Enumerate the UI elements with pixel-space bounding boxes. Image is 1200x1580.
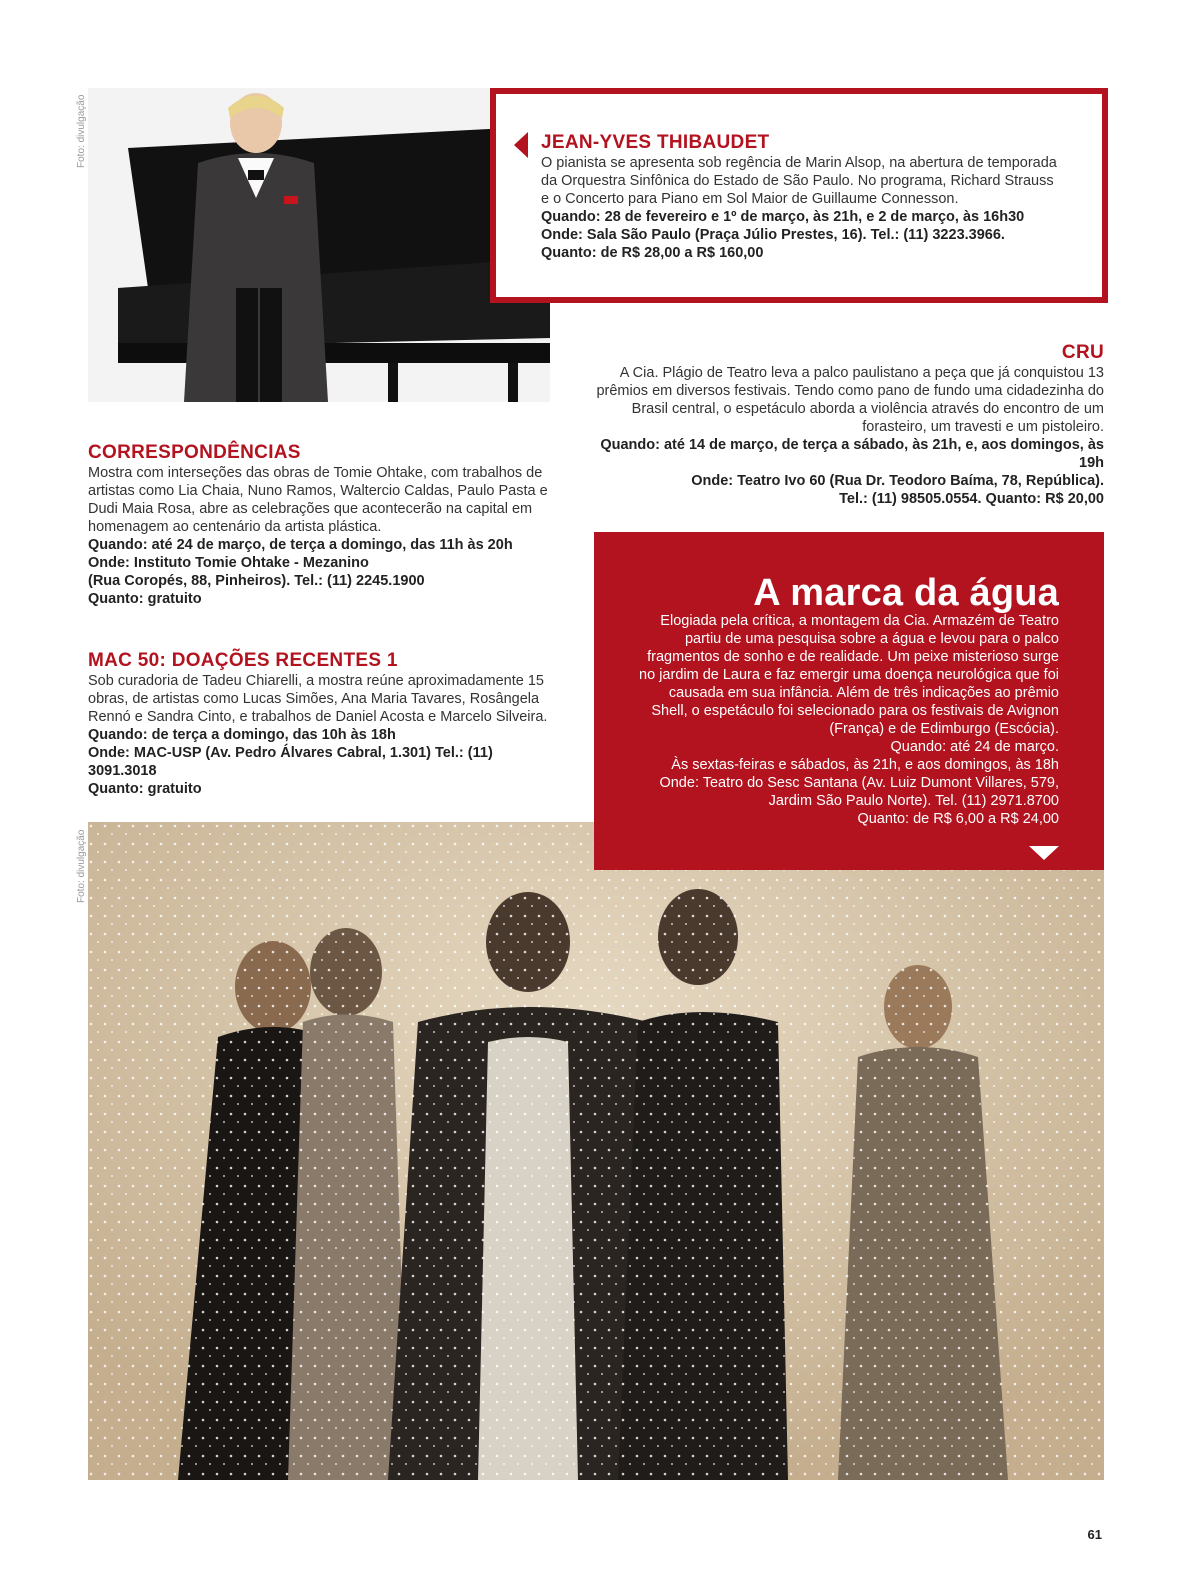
- marca-agua-when: Quando: até 24 de março.: [890, 739, 1059, 755]
- mac50-price: Quanto: gratuito: [88, 781, 202, 797]
- marca-agua-title: A marca da água: [753, 572, 1059, 614]
- cru-description: A Cia. Plágio de Teatro leva a palco paulistano a peça que já conquistou 13 prêmios em diversos festivais. Tendo como pano de fundo uma cidadezinha do Brasil central, o espetáculo aborda a violência através do encontro de um forasteiro, um travesti e um pistoleiro.: [596, 365, 1104, 435]
- mac50-description: Sob curadoria de Tadeu Chiarelli, a mostra reúne aproximadamente 15 obras, de artistas como Lucas Simões, Ana Maria Tavares, Rosângela Rennó e Sandra Cinto, e trabalhos de Daniel Acosta e Marcelo Silveira.: [88, 673, 548, 725]
- thibaudet-title: JEAN-YVES THIBAUDET: [541, 132, 770, 153]
- cru-title: CRU: [1061, 342, 1104, 363]
- cru-section: [594, 342, 1104, 508]
- mac50-when: Quando: de terça a domingo, das 10h às 18h: [88, 727, 396, 743]
- marca-agua-price: Quanto: de R$ 6,00 a R$ 24,00: [857, 811, 1059, 827]
- correspondencias-address: (Rua Coropés, 88, Pinheiros). Tel.: (11) 2245.1900: [88, 573, 425, 589]
- water-performers-photo: [88, 822, 1104, 1480]
- mac50-title: MAC 50: DOAÇÕES RECENTES 1: [88, 650, 398, 671]
- photo-credit-top: Foto: divulgação: [76, 94, 87, 168]
- marca-agua-description: Elogiada pela crítica, a montagem da Cia. Armazém de Teatro partiu de uma pesquisa sobre a água e levou para o palco fragmentos de sonho e de realidade. Um peixe misterioso surge no jardim de Laura e faz emergir uma doença neurológica que foi causada em sua infância. Além de três indicações ao prêmio Shell, o espetáculo foi selecionado para os festivais de Avignon (França) e de Edimburgo (Escócia).: [639, 613, 1059, 737]
- correspondencias-when: Quando: até 24 de março, de terça a domingo, das 11h às 20h: [88, 537, 513, 553]
- marca-agua-where: Onde: Teatro do Sesc Santana (Av. Luiz Dumont Villares, 579, Jardim São Paulo Norte). Tel. (11) 2971.8700: [659, 775, 1059, 809]
- thibaudet-where: Onde: Sala São Paulo (Praça Júlio Prestes, 16). Tel.: (11) 3223.3966.: [541, 227, 1005, 243]
- correspondencias-where: Onde: Instituto Tomie Ohtake - Mezanino: [88, 555, 369, 571]
- thibaudet-description: O pianista se apresenta sob regência de Marin Alsop, na abertura de temporada da Orquestra Sinfônica do Estado de São Paulo. No programa, Richard Strauss e o Concerto para Piano em Sol Maior de Guillaume Connesson.: [541, 155, 1057, 207]
- correspondencias-title: CORRESPONDÊNCIAS: [88, 442, 301, 463]
- correspondencias-price: Quanto: gratuito: [88, 591, 202, 607]
- photo-credit-bottom: Foto: divulgação: [76, 829, 87, 903]
- correspondencias-section: [88, 442, 550, 608]
- thibaudet-price: Quanto: de R$ 28,00 a R$ 160,00: [541, 245, 764, 261]
- marca-agua-schedule: Às sextas-feiras e sábados, às 21h, e aos domingos, às 18h: [671, 757, 1059, 773]
- correspondencias-description: Mostra com interseções das obras de Tomie Ohtake, com trabalhos de artistas como Lia Chaia, Nuno Ramos, Waltercio Caldas, Paulo Pasta e Dudi Maia Rosa, abre as celebrações que acontecerão na capital em homenagem ao centenário da artista plástica.: [88, 465, 548, 535]
- marca-agua-box: [594, 532, 1104, 870]
- thibaudet-when: Quando: 28 de fevereiro e 1º de março, às 21h, e 2 de março, às 16h30: [541, 209, 1025, 225]
- cru-where: Onde: Teatro Ivo 60 (Rua Dr. Teodoro Baíma, 78, República).: [691, 473, 1104, 489]
- down-arrow-icon: [1029, 846, 1059, 860]
- thibaudet-box: [490, 88, 1108, 303]
- water-performers-illustration: [88, 822, 1104, 1480]
- cru-tel-price: Tel.: (11) 98505.0554. Quanto: R$ 20,00: [839, 491, 1104, 507]
- left-arrow-icon: [514, 132, 528, 158]
- mac50-section: [88, 650, 558, 798]
- mac50-where: Onde: MAC-USP (Av. Pedro Álvares Cabral, 1.301) Tel.: (11) 3091.3018: [88, 745, 493, 779]
- pianist-photo: [88, 88, 550, 402]
- cru-when: Quando: até 14 de março, de terça a sábado, às 21h, e, aos domingos, às 19h: [600, 437, 1104, 471]
- page-number: 61: [1087, 1527, 1102, 1542]
- pianist-illustration: [88, 88, 550, 402]
